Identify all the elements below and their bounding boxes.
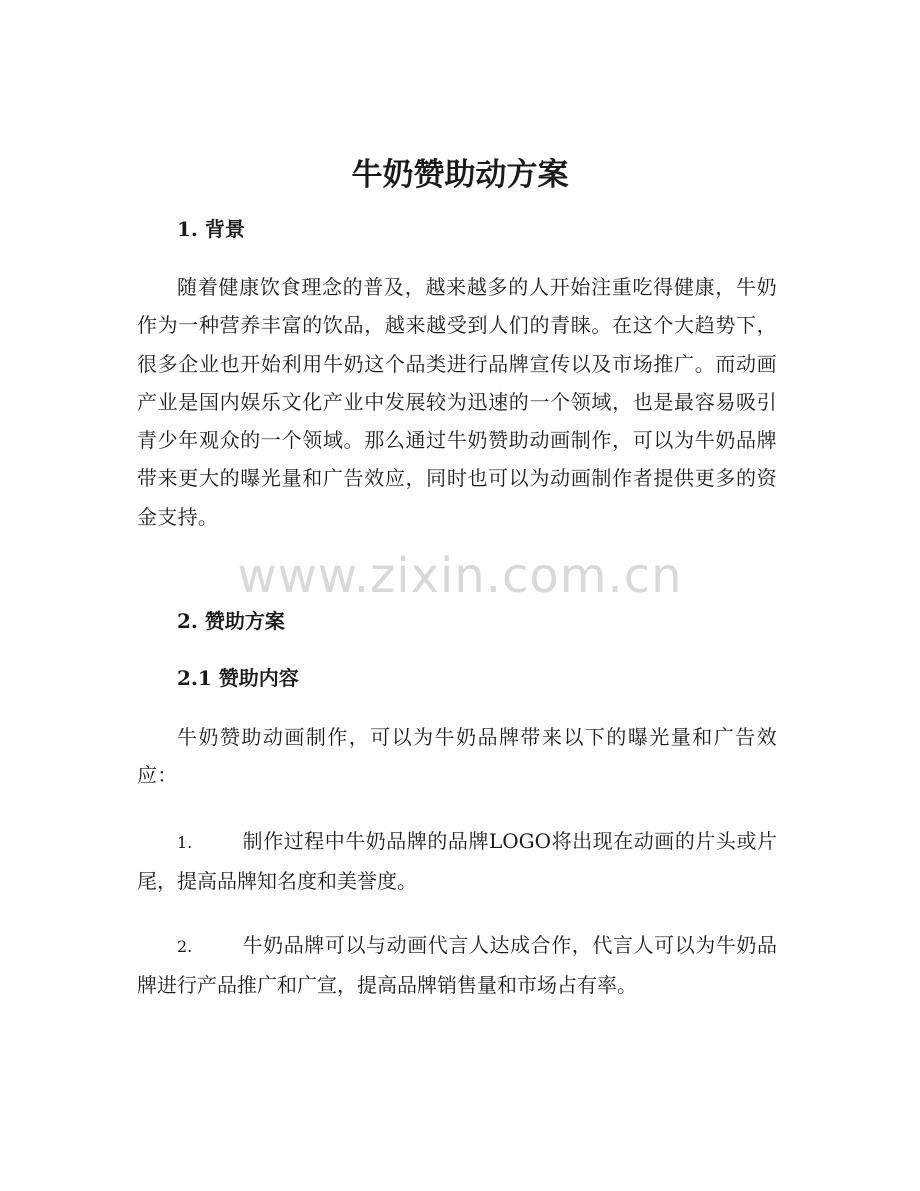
list-item-text: 制作过程中牛奶品牌的品牌LOGO将出现在动画的片头或片尾，提高品牌知名度和美誉度。 [137,829,777,894]
list-item [137,926,777,1005]
document-title: 牛奶赞助动方案 [351,157,569,193]
section-heading-background: 1. 背景 [177,217,245,241]
list-item-text: 牛奶品牌可以与动画代言人达成合作，代言人可以为牛奶品牌进行产品推广和广宣，提高品牌销售量和市场占有率。 [137,933,777,998]
section-heading-sponsorship-plan: 2. 赞助方案 [177,609,285,633]
subsection-heading-sponsorship-content: 2.1 赞助内容 [177,666,299,690]
watermark: www.zixin.com.cn [237,548,683,604]
sponsorship-intro-paragraph: 牛奶赞助动画制作，可以为牛奶品牌带来以下的曝光量和广告效应： [137,725,777,788]
list-item-number: 1. [177,833,193,852]
background-paragraph: 随着健康饮食理念的普及，越来越多的人开始注重吃得健康，牛奶作为一种营养丰富的饮品，越来越受到人们的青睐。在这个大趋势下，很多企业也开始利用牛奶这个品类进行品牌宣传以及市场推广。而动画产业是国内娱乐文化产业中发展较为迅速的一个领域，也是最容易吸引青少年观众的一个领域。那么通过牛奶赞助动画制作，可以为牛奶品牌带来更大的曝光量和广告效应，同时也可以为动画制作者提供更多的资金支持。 [137,275,777,529]
list-item [137,822,777,901]
list-item-number: 2. [177,937,193,956]
